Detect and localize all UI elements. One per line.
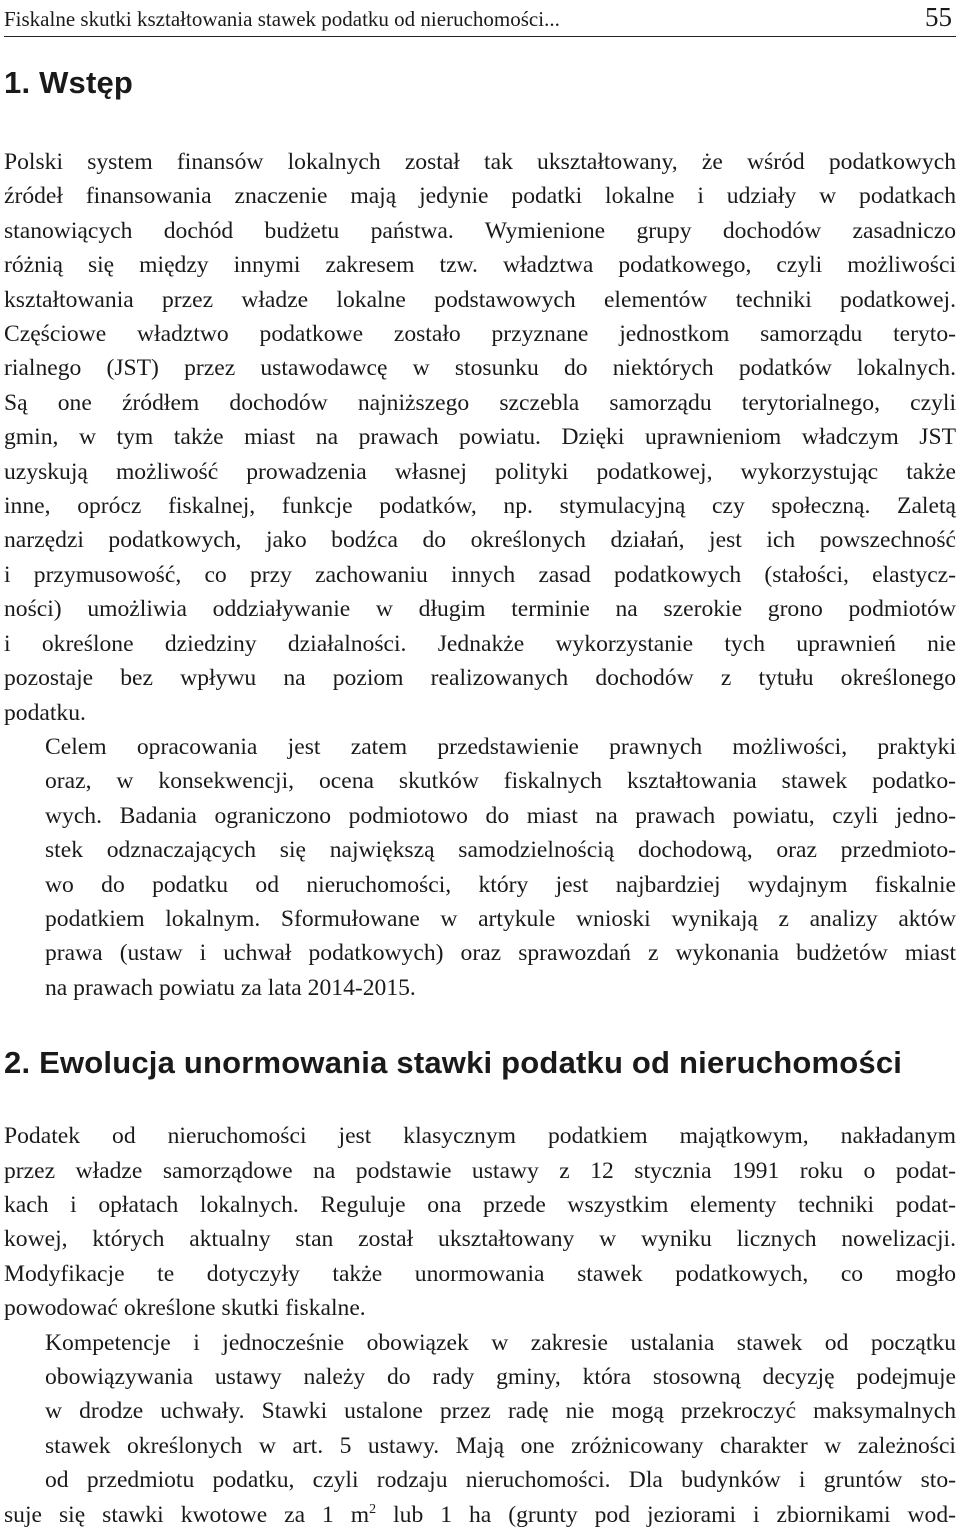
evolution-paragraph-2-last-line	[4, 1498, 956, 1532]
paragraph-line: ności) umożliwia oddziaływanie w długim terminie na szerokie grono podmiotów	[4, 596, 956, 623]
superscript-two: 2	[369, 1501, 377, 1517]
paragraph-line: obowiązywania ustawy należy do rady gminy, która stosowną decyzję podejmuje	[45, 1364, 956, 1390]
paragraph-line: kowej, których aktualny stan został ukształtowany w wyniku licznych nowelizacji.	[4, 1226, 956, 1253]
page-number: 55	[925, 2, 952, 32]
intro-paragraph-2	[4, 730, 956, 1005]
paragraph-line: inne, oprócz fiskalnej, funkcje podatków, np. stymulacyjną czy społeczną. Zaletą	[4, 493, 956, 520]
paragraph-line: różnią się między innymi zakresem tzw. władztwa podatkowego, czyli możliwości	[4, 252, 956, 279]
paragraph-line: podatku.	[4, 699, 86, 726]
paragraph-line: stek odznaczających się największą samodzielnością dochodową, oraz przedmioto-	[45, 837, 956, 864]
paragraph-line: Polski system finansów lokalnych został tak ukształtowany, że wśród podatkowych	[4, 149, 956, 175]
paragraph-line: stanowiących dochód budżetu państwa. Wymienione grupy dochodów zasadniczo	[4, 217, 956, 244]
paragraph-line: kształtowania przez władze lokalne podstawowych elementów techniki podatkowej.	[4, 286, 956, 313]
paragraph-line	[4, 1498, 956, 1532]
running-title: Fiskalne skutki kształtowania stawek podatku od nieruchomości...	[4, 7, 560, 31]
evolution-paragraph-2	[4, 1326, 956, 1498]
paragraph-line: od przedmiotu podatku, czyli rodzaju nieruchomości. Dla budynków i gruntów sto-	[45, 1467, 956, 1494]
evolution-paragraph-1	[4, 1119, 956, 1325]
paragraph-line: na prawach powiatu za lata 2014-2015.	[45, 974, 416, 1001]
paragraph-line: podatkiem lokalnym. Sformułowane w artykule wnioski wynikają z analizy aktów	[45, 905, 956, 932]
paragraph-line: Celem opracowania jest zatem przedstawienie prawnych możliwości, praktyki	[45, 733, 956, 760]
paragraph-line: i określone dziedziny działalności. Jednakże wykorzystanie tych uprawnień nie	[4, 630, 956, 657]
paragraph-line: źródeł finansowania znaczenie mają jedynie podatki lokalne i udziały w podatkach	[4, 183, 956, 210]
intro-paragraph-1	[4, 145, 956, 730]
paragraph-line: oraz, w konsekwencji, ocena skutków fiskalnych kształtowania stawek podatko-	[45, 768, 956, 795]
paragraph-line: w drodze uchwały. Stawki ustalone przez radę nie mogą przekroczyć maksymalnych	[45, 1398, 956, 1425]
line-text-after: lub 1 ha (grunty pod jeziorami i zbiornikami wod-	[376, 1501, 956, 1528]
paragraph-line: pozostaje bez wpływu na poziom realizowanych dochodów z tytułu określonego	[4, 665, 956, 692]
document-page	[4, 0, 956, 1532]
paragraph-line: uzyskują możliwość prowadzenia własnej polityki podatkowej, wykorzystując także	[4, 458, 956, 485]
paragraph-line: przez władze samorządowe na podstawie ustawy z 12 stycznia 1991 roku o podat-	[4, 1157, 956, 1184]
paragraph-line: stawek określonych w art. 5 ustawy. Mają one zróżnicowany charakter w zależności	[45, 1432, 956, 1459]
paragraph-line: gmin, w tym także miast na prawach powiatu. Dzięki uprawnieniom władczym JST	[4, 424, 956, 451]
paragraph-line: Kompetencje i jednocześnie obowiązek w zakresie ustalania stawek od początku	[45, 1329, 956, 1356]
paragraph-line: Modyfikacje te dotyczyły także unormowania stawek podatkowych, co mogło	[4, 1260, 956, 1287]
line-text-before: suje się stawki kwotowe za 1 m	[4, 1501, 370, 1528]
paragraph-line: narzędzi podatkowych, jako bodźca do określonych działań, jest ich powszechność	[4, 527, 956, 554]
section-heading-intro: 1. Wstęp	[4, 65, 134, 100]
paragraph-line: Są one źródłem dochodów najniższego szczebla samorządu terytorialnego, czyli	[4, 389, 956, 416]
paragraph-line: Podatek od nieruchomości jest klasycznym podatkiem majątkowym, nakładanym	[4, 1123, 956, 1150]
paragraph-line: Częściowe władztwo podatkowe zostało przyznane jednostkom samorządu teryto-	[4, 321, 956, 348]
paragraph-line: kach i opłatach lokalnych. Reguluje ona przede wszystkim elementy techniki podat-	[4, 1191, 956, 1218]
paragraph-line: rialnego (JST) przez ustawodawcę w stosunku do niektórych podatków lokalnych.	[4, 355, 956, 382]
section-heading-evolution: 2. Ewolucja unormowania stawki podatku od nieruchomości	[4, 1045, 903, 1081]
paragraph-line: wo do podatku od nieruchomości, który jest najbardziej wydajnym fiskalnie	[45, 871, 956, 898]
paragraph-line: prawa (ustaw i uchwał podatkowych) oraz sprawozdań z wykonania budżetów miast	[45, 940, 956, 967]
paragraph-line: i przymusowość, co przy zachowaniu innych zasad podatkowych (stałości, elastycz-	[4, 561, 956, 588]
running-header	[4, 2, 956, 37]
paragraph-line: wych. Badania ograniczono podmiotowo do miast na prawach powiatu, czyli jedno-	[45, 802, 956, 829]
paragraph-line: powodować określone skutki fiskalne.	[4, 1295, 366, 1322]
